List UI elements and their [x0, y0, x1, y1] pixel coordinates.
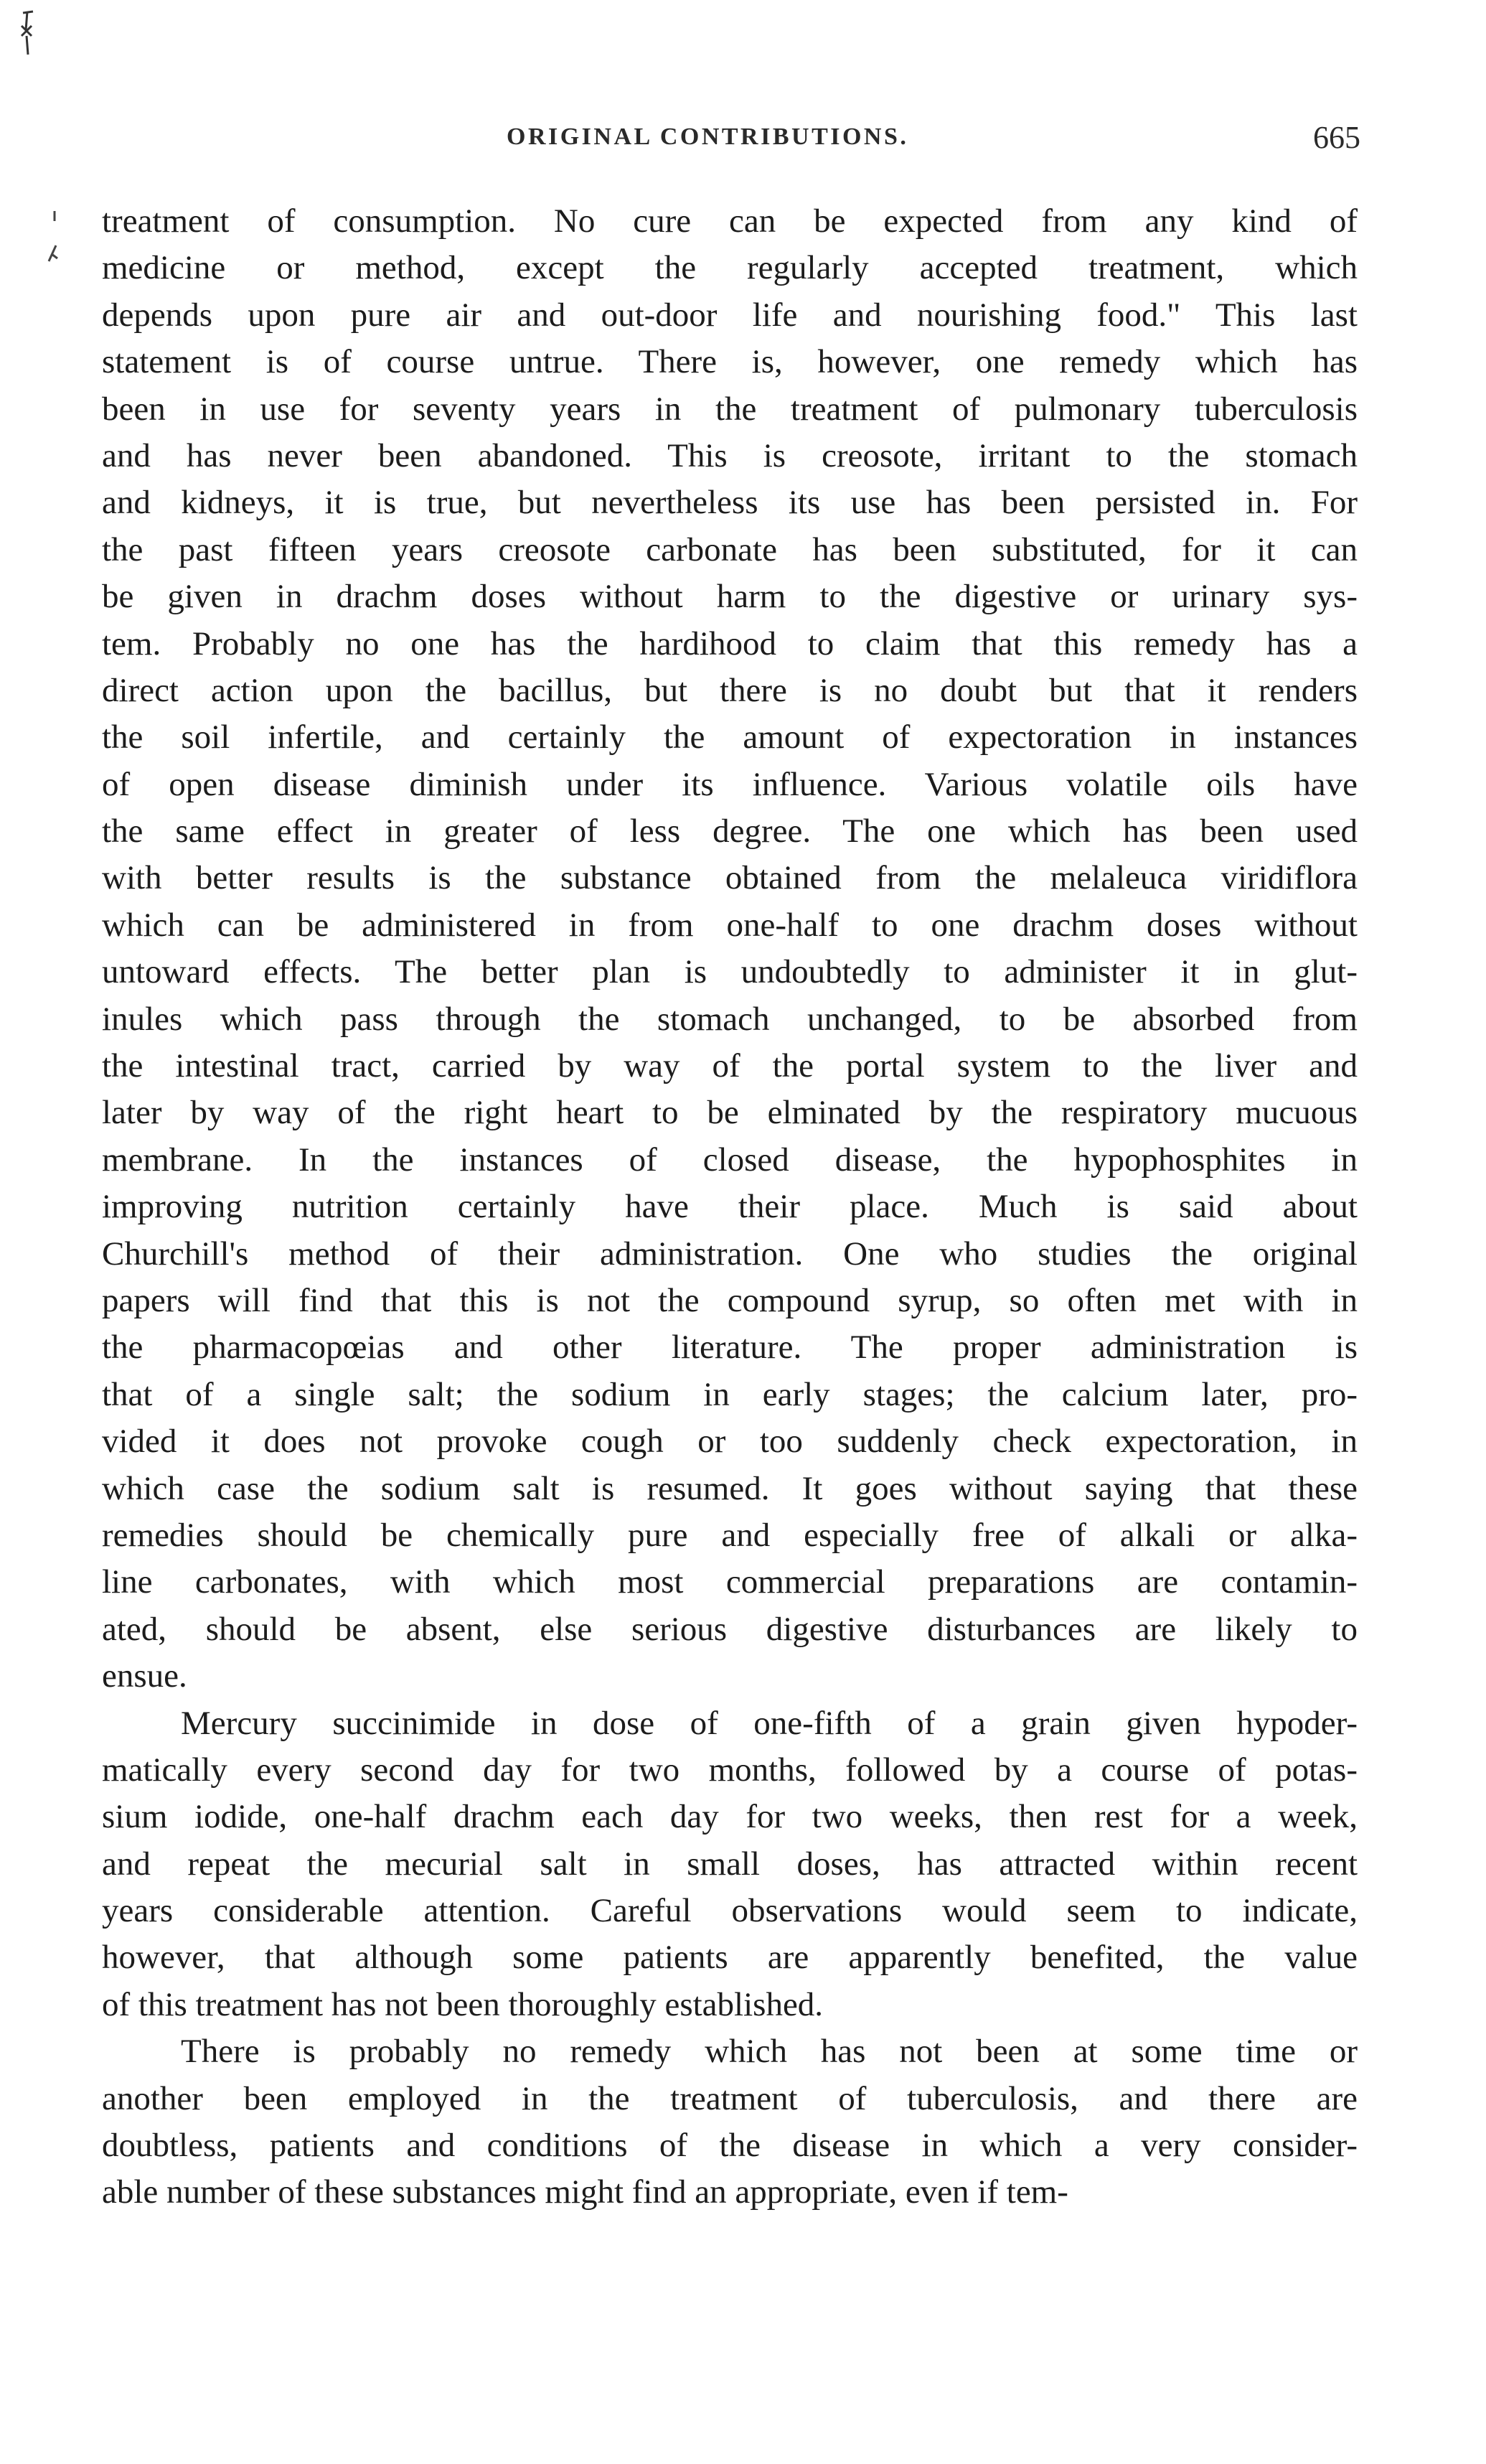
text-line: Churchill's method of their administration. One who studies the original — [102, 1235, 1358, 1273]
text-line: remedies should be chemically pure and especially free of alkali or alka- — [102, 1516, 1358, 1554]
text-line: the intestinal tract, carried by way of the portal system to the liver and — [102, 1047, 1358, 1085]
text-line: which case the sodium salt is resumed. It goes without saying that these — [102, 1469, 1358, 1507]
text-line: There is probably no remedy which has not been at some time or — [181, 2033, 1358, 2071]
text-line: the pharmacopœias and other literature. The proper administration is — [102, 1329, 1358, 1367]
text-line: doubtless, patients and conditions of the disease in which a very consider- — [102, 2127, 1358, 2165]
text-line: line carbonates, with which most commercial preparations are contamin- — [102, 1563, 1358, 1601]
text-line: ensue. — [102, 1657, 187, 1695]
text-line: another been employed in the treatment of tuberculosis, and there are — [102, 2079, 1358, 2117]
margin-mark-top-left — [16, 9, 40, 59]
text-line: that of a single salt; the sodium in early stages; the calcium later, pro- — [102, 1375, 1358, 1413]
text-line: with better results is the substance obtained from the melaleuca viridiflora — [102, 859, 1358, 897]
text-line: untoward effects. The better plan is undoubtedly to administer it in glut- — [102, 953, 1358, 991]
text-line: medicine or method, except the regularly accepted treatment, which — [102, 249, 1358, 287]
text-line: improving nutrition certainly have their place. Much is said about — [102, 1188, 1358, 1226]
running-head: ORIGINAL CONTRIBUTIONS. — [507, 123, 909, 150]
page-number: 665 — [1313, 120, 1360, 155]
text-line: and has never been abandoned. This is creosote, irritant to the stomach — [102, 436, 1358, 474]
text-line: the past fifteen years creosote carbonate has been substituted, for it can — [102, 530, 1358, 568]
text-line: been in use for seventy years in the treatment of pulmonary tuberculosis — [102, 390, 1358, 428]
text-line: later by way of the right heart to be elminated by the respiratory mucuous — [102, 1094, 1358, 1132]
text-line: ated, should be absent, else serious digestive disturbances are likely to — [102, 1610, 1358, 1648]
text-line: the same effect in greater of less degree. The one which has been used — [102, 812, 1358, 851]
text-line: statement is of course untrue. There is, however, one remedy which has — [102, 343, 1358, 381]
text-line: which can be administered in from one-half to one drachm doses without — [102, 906, 1358, 944]
text-line: of this treatment has not been thoroughly established. — [102, 1985, 824, 2023]
text-line: papers will find that this is not the compound syrup, so often met with in — [102, 1281, 1358, 1319]
text-line: sium iodide, one-half drachm each day for two weeks, then rest for a week, — [102, 1798, 1358, 1836]
paragraph — [102, 2028, 1358, 2216]
text-line: and repeat the mecurial salt in small doses, has attracted within recent — [102, 1845, 1358, 1883]
text-line: depends upon pure air and out-door life and nourishing food." This last — [102, 296, 1358, 334]
text-line: tem. Probably no one has the hardihood to claim that this remedy has a — [102, 624, 1358, 662]
text-line: matically every second day for two months, followed by a course of potas- — [102, 1751, 1358, 1789]
text-line: inules which pass through the stomach unchanged, to be absorbed from — [102, 1000, 1358, 1038]
margin-mark-left — [42, 208, 63, 273]
text-line: membrane. In the instances of closed disease, the hypophosphites in — [102, 1140, 1358, 1179]
paragraph — [102, 1700, 1358, 2029]
paragraph — [102, 198, 1358, 1700]
text-line: however, that although some patients are apparently benefited, the value — [102, 1939, 1358, 1977]
text-line: treatment of consumption. No cure can be expected from any kind of — [102, 202, 1358, 240]
text-line: be given in drachm doses without harm to the digestive or urinary sys- — [102, 578, 1358, 616]
text-line: direct action upon the bacillus, but there is no doubt but that it renders — [102, 671, 1358, 709]
text-line: able number of these substances might find an appropriate, even if tem- — [102, 2173, 1068, 2211]
text-line: of open disease diminish under its influence. Various volatile oils have — [102, 765, 1358, 803]
text-line: vided it does not provoke cough or too suddenly check expectoration, in — [102, 1423, 1358, 1461]
text-line: and kidneys, it is true, but nevertheless its use has been persisted in. For — [102, 484, 1358, 522]
text-line: years considerable attention. Careful observations would seem to indicate, — [102, 1892, 1358, 1930]
article-body — [102, 198, 1358, 2216]
text-line: the soil infertile, and certainly the amount of expectoration in instances — [102, 718, 1358, 756]
text-line: Mercury succinimide in dose of one-fifth of a grain given hypoder- — [181, 1704, 1358, 1742]
page-header — [0, 120, 1486, 167]
